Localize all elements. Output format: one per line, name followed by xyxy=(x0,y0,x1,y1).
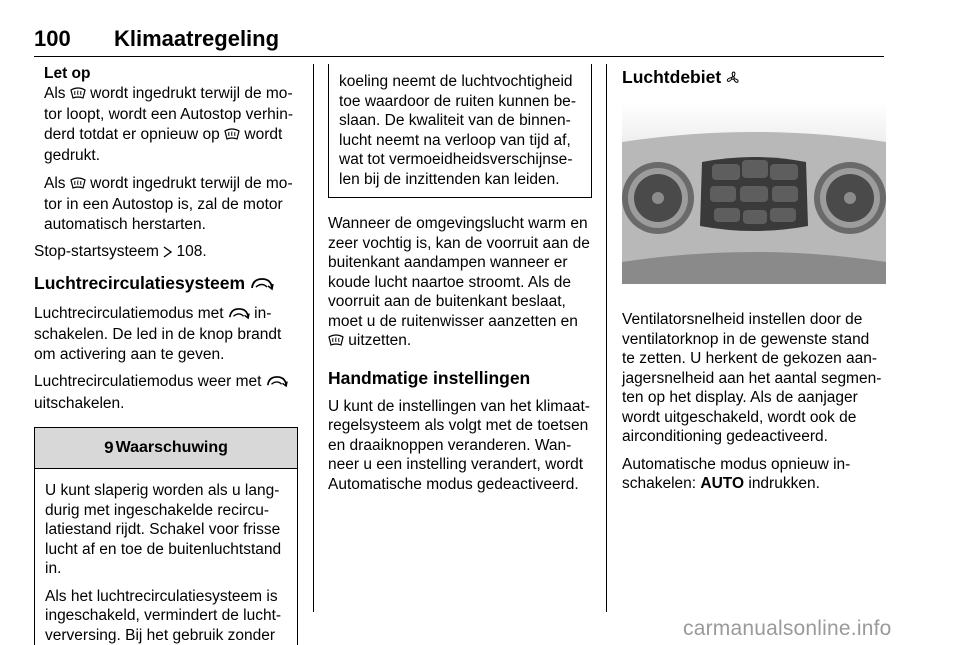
warning-body xyxy=(35,469,297,645)
warning-continued-text: koeling neemt de luchtvochtigheid toe waardoor de ruiten kunnen beslaan. De kwaliteit van de binnenlucht neemt na verloop van tijd af, wat tot vermoeidheidsverschijnselen bij de inzittenden kan leiden. xyxy=(339,72,581,189)
reference-arrow-icon xyxy=(163,244,172,264)
warning-paragraph-2: Als het luchtrecirculatiesysteem is ingeschakeld, vermindert de luchtverversing. Bij het gebruik zonder xyxy=(45,587,287,645)
column-right xyxy=(622,66,886,502)
warning-title: Waarschuwing xyxy=(116,438,228,458)
windshield-defrost-icon xyxy=(224,127,240,147)
page-number: 100 xyxy=(34,26,71,52)
watermark: carmanualsonline.info xyxy=(683,617,892,641)
recirculation-icon xyxy=(266,374,288,394)
recirculation-icon xyxy=(228,306,250,326)
section-heading-recirculation: Luchtrecirculatiesysteem xyxy=(34,272,298,296)
windshield-defrost-icon xyxy=(70,176,86,196)
section-heading-manual-settings: Handmatige instellingen xyxy=(328,367,592,389)
fan-icon xyxy=(726,68,740,90)
recirculation-icon xyxy=(250,274,274,296)
manual-settings-paragraph: U kunt de instellingen van het klimaatregelsysteem als volgt met de toetsen en draaiknoppen veranderen. Wanneer u een instelling verandert, wordt Automatische modus gedeactiveerd. xyxy=(328,397,592,495)
page-header xyxy=(34,26,884,57)
chapter-title: Klimaatregeling xyxy=(114,26,279,52)
warning-header xyxy=(35,428,297,469)
note-paragraph-1: Als wordt ingedrukt terwijl de motor loopt, wordt een Autostop verhinderd totdat er opnieuw op wordt gedrukt. xyxy=(44,84,298,166)
note-title: Let op xyxy=(44,64,298,84)
airflow-paragraph-1: Ventilatorsnelheid instellen door de ventilatorknop in de gewenste stand te zetten. U herkent de gekozen aanjagersnelheid aan het aantal segmenten op het display. Als de aanjager wordt uitgeschakeld, wordt ook de airconditioning gedeactiveerd. xyxy=(622,310,886,447)
warning-triangle-icon: 9 xyxy=(104,438,113,458)
note-paragraph-2: Als wordt ingedrukt terwijl de motor in een Autostop is, zal de motor automatisch herstarten. xyxy=(44,174,298,235)
windshield-defrost-icon xyxy=(328,333,344,353)
warning-paragraph-1: U kunt slaperig worden als u langdurig met ingeschakelde recirculatiestand rijdt. Schakel voor frisse lucht af en toe de buitenluchtstand in. xyxy=(45,481,287,579)
airflow-paragraph-2: Automatische modus opnieuw inschakelen: AUTO indrukken. xyxy=(622,455,886,494)
warning-box xyxy=(34,427,298,645)
column-left xyxy=(34,64,298,645)
cross-reference: Stop-startsysteem 108. xyxy=(34,242,298,264)
windshield-defrost-icon xyxy=(70,86,86,106)
section-heading-airflow: Luchtdebiet xyxy=(622,66,886,90)
climate-control-panel-photo xyxy=(622,102,886,284)
column-divider-left xyxy=(313,64,314,612)
fogging-paragraph: Wanneer de omgevingslucht warm en zeer vochtig is, kan de voorruit aan de buitenkant aandampen wanneer er koude lucht naartoe stroomt. Als de voorruit aan de buitenkant beslaat, moet u de ruitenwisser aanzetten en uitzetten. xyxy=(328,214,592,353)
recirculation-paragraph-1: Luchtrecirculatiemodus met inschakelen. De led in de knop brandt om activering aan te geven. xyxy=(34,304,298,365)
warning-box-continued xyxy=(328,64,592,198)
auto-label: AUTO xyxy=(700,475,744,492)
recirculation-paragraph-2: Luchtrecirculatiemodus weer met uitschakelen. xyxy=(34,372,298,413)
column-middle xyxy=(328,64,592,502)
column-divider-right xyxy=(606,64,607,612)
